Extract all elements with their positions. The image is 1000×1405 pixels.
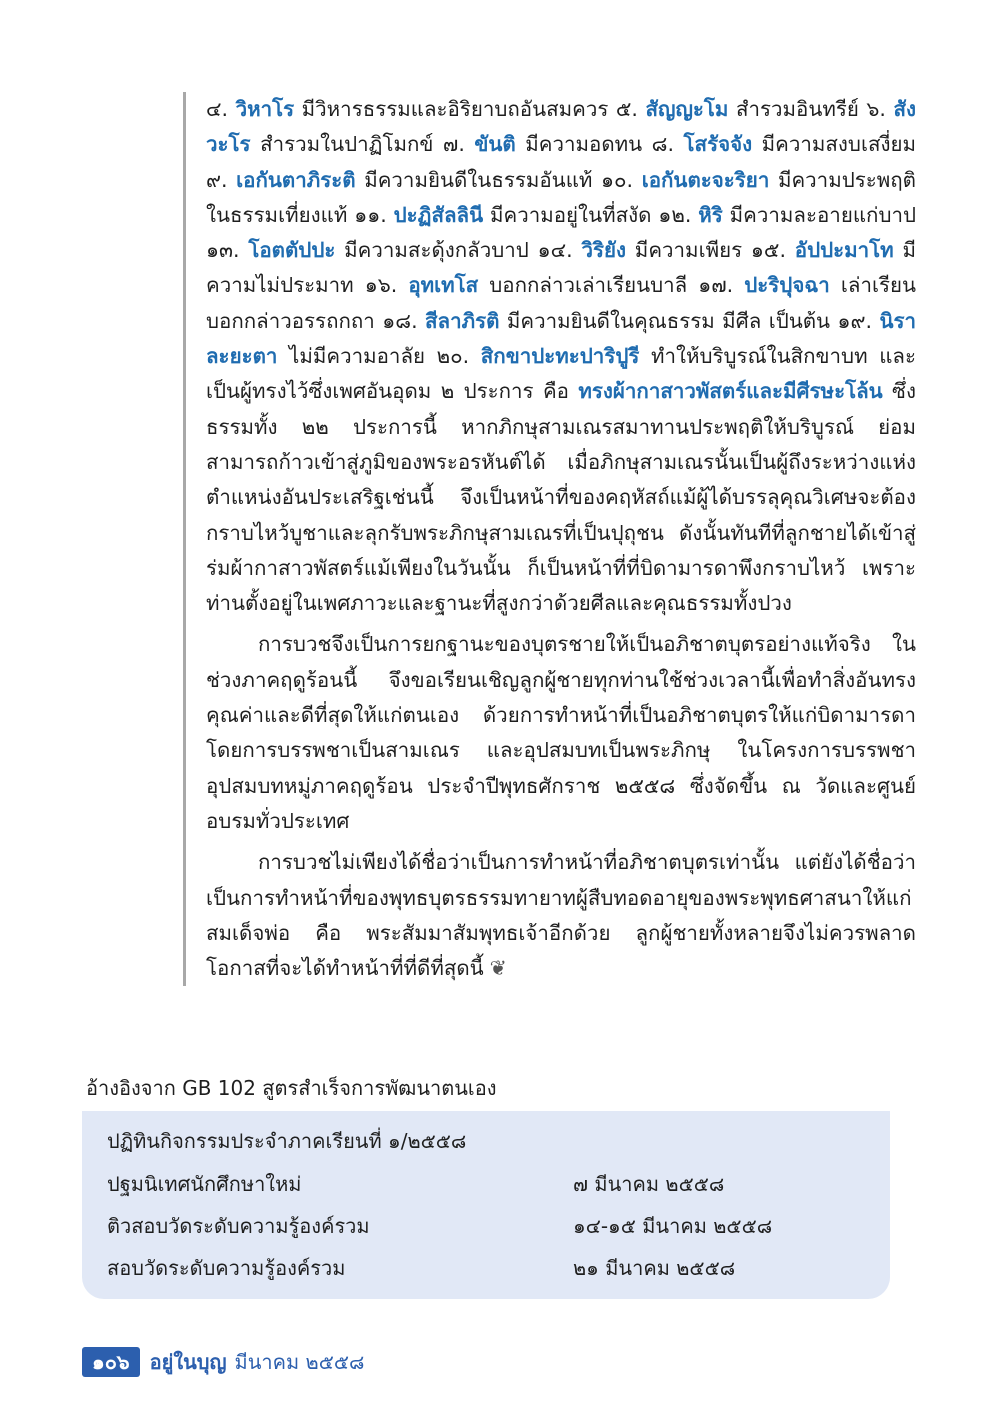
text-run: เล่าเรียนบอกกล่าวอรรถกถา ๑๘. xyxy=(206,273,916,333)
highlighted-term: วิริยัง xyxy=(581,238,626,263)
text-run: มีความไม่ประมาท ๑๖. xyxy=(206,238,916,298)
article-body xyxy=(183,92,916,986)
highlighted-term: สีลาภิรติ xyxy=(425,308,500,333)
page-footer xyxy=(82,1347,364,1377)
calendar-event: ติวสอบวัดระดับความรู้องค์รวม xyxy=(107,1214,370,1238)
text-run: สำรวมอินทรีย์ ๖. xyxy=(728,97,894,121)
calendar-date: ๒๑ มีนาคม ๒๕๕๘ xyxy=(573,1256,736,1280)
article-paragraph-2: การบวชจึงเป็นการยกฐานะของบุตรชายให้เป็นอภิชาตบุตรอย่างแท้จริง ในช่วงภาคฤดูร้อนนี้ จึงขอเรียนเชิญลูกผู้ชายทุกท่านใช้ช่วงเวลานี้เพื่อทำสิ่งอันทรงคุณค่าและดีที่สุดให้แก่ตนเอง ด้วยการทำหน้าที่เป็นอภิชาตบุตรให้แก่บิดามารดาโดยการบรรพชาเป็นสามเณร และอุปสมบทเป็นพระภิกษุ ในโครงการบรรพชาอุปสมบทหมู่ภาคฤดูร้อน ประจำปีพุทธศักราช ๒๕๕๘ ซึ่งจัดขึ้น ณ วัดและศูนย์อบรมทั่วประเทศ xyxy=(206,632,916,833)
highlighted-term: สิกขาปะทะปาริปูรี xyxy=(480,344,640,369)
article-paragraph-3-text: การบวชไม่เพียงได้ชื่อว่าเป็นการทำหน้าที่อภิชาตบุตรเท่านั้น แต่ยังได้ชื่อว่าเป็นการทำหน้าที่ของพุทธบุตรธรรมทายาทผู้สืบทอดอายุของพระพุทธศาสนาให้แก่สมเด็จพ่อ คือ พระสัมมาสัมพุทธเจ้าอีกด้วย ลูกผู้ชายทั้งหลายจึงไม่ควรพลาดโอกาสที่จะได้ทำหน้าที่ที่ดีที่สุดนี้ xyxy=(206,850,916,981)
page-number: ๑๐๖ xyxy=(82,1347,140,1377)
article-paragraph-1 xyxy=(206,92,916,621)
highlighted-term: ปะฏิสัลลินี xyxy=(393,202,484,227)
text-run: มีความอดทน ๘. xyxy=(515,132,684,157)
text-run: มีความประพฤติในธรรมเที่ยงแท้ ๑๑. xyxy=(206,167,916,227)
text-run: มีความเพียร ๑๕. xyxy=(626,238,795,263)
highlighted-term: อัปปะมาโท xyxy=(794,238,894,263)
highlighted-term: เอกันตะจะริยา xyxy=(641,167,770,192)
text-run: มีความละอายแก่บาป ๑๓. xyxy=(206,202,916,263)
highlighted-term: ขันติ xyxy=(474,132,516,157)
highlighted-term: สังวะโร xyxy=(206,97,916,157)
highlighted-term: หิริ xyxy=(698,202,723,227)
calendar-date: ๑๔-๑๕ มีนาคม ๒๕๕๘ xyxy=(573,1214,773,1238)
highlighted-term: นิราละยะตา xyxy=(206,308,916,369)
calendar-title: ปฏิทินกิจกรรมประจำภาคเรียนที่ ๑/๒๕๕๘ xyxy=(107,1129,467,1153)
highlighted-term: โอตตัปปะ xyxy=(248,238,336,263)
highlighted-term: ทรงผ้ากาสาวพัสตร์และมีศีรษะโล้น xyxy=(578,379,883,404)
highlighted-term: โสรัจจัง xyxy=(683,132,753,157)
highlighted-term: เอกันตาภิระติ xyxy=(236,167,356,192)
text-run: มีความยินดีในธรรมอันแท้ ๑๐. xyxy=(355,167,642,192)
text-run: มีความสงบเสงี่ยม ๙. xyxy=(206,132,916,192)
article-paragraph-3 xyxy=(206,845,916,986)
highlighted-term: วิหาโร xyxy=(235,97,295,121)
highlighted-term: สัญญะโม xyxy=(645,97,729,121)
magazine-name: อยู่ในบุญ xyxy=(149,1350,227,1374)
issue-date: มีนาคม ๒๕๕๘ xyxy=(234,1350,365,1374)
calendar-date: ๗ มีนาคม ๒๕๕๘ xyxy=(573,1172,725,1196)
reference-note: อ้างอิงจาก GB 102 สูตรสำเร็จการพัฒนาตนเอง xyxy=(86,1072,890,1114)
activity-calendar-box xyxy=(82,1111,890,1299)
text-run: มีวิหารธรรมและอิริยาบถอันสมควร ๕. xyxy=(294,97,646,121)
calendar-event: สอบวัดระดับความรู้องค์รวม xyxy=(107,1256,346,1280)
text-run: สำรวมในปาฏิโมกข์ ๗. xyxy=(250,132,475,157)
text-run: มีความยินดีในคุณธรรม มีศีล เป็นต้น ๑๙. xyxy=(499,308,880,333)
text-run: มีความอยู่ในที่สงัด ๑๒. xyxy=(483,202,699,227)
calendar-event: ปฐมนิเทศนักศึกษาใหม่ xyxy=(107,1172,302,1196)
highlighted-term: อุทเทโส xyxy=(408,273,479,298)
highlighted-term: ปะริปุจฉา xyxy=(744,273,830,298)
text-run: บอกกล่าวเล่าเรียนบาลี ๑๗. xyxy=(478,273,745,298)
text-run: ๔. xyxy=(206,97,236,121)
text-run: ไม่มีความอาลัย ๒๐. xyxy=(277,344,481,369)
text-run: ซึ่งธรรมทั้ง ๒๒ ประการนี้ หากภิกษุสามเณรสมาทานประพฤติให้บริบูรณ์ ย่อมสามารถก้าวเข้าสู่ภูมิของพระอรหันต์ได้ เมื่อภิกษุสามเณรนั้นเป็นผู้ถึงระหว่างแห่งตำแหน่งอันประเสริฐเช่นนี้ จึงเป็นหน้าที่ของคฤหัสถ์แม้ผู้ได้บรรลุคุณวิเศษจะต้องกราบไหว้บูชาและลุกรับพระภิกษุสามเณรที่เป็นปุถุชน ดังนั้นทันทีที่ลูกชายได้เข้าสู่ร่มผ้ากาสาวพัสตร์แม้เพียงในวันนั้น ก็เป็นหน้าที่ที่บิดามารดาพึงกราบไหว้ เพราะท่านตั้งอยู่ในเพศภาวะและฐานะที่สูงกว่าด้วยศีลและคุณธรรมทั้งปวง xyxy=(206,379,916,616)
leaf-ornament-icon: ❦ xyxy=(489,956,507,981)
text-run: ทำให้บริบูรณ์ในสิกขาบท และเป็นผู้ทรงไว้ซึ่งเพศอันอุดม ๒ ประการ คือ xyxy=(206,344,916,404)
text-run: มีความสะดุ้งกลัวบาป ๑๔. xyxy=(335,238,582,263)
